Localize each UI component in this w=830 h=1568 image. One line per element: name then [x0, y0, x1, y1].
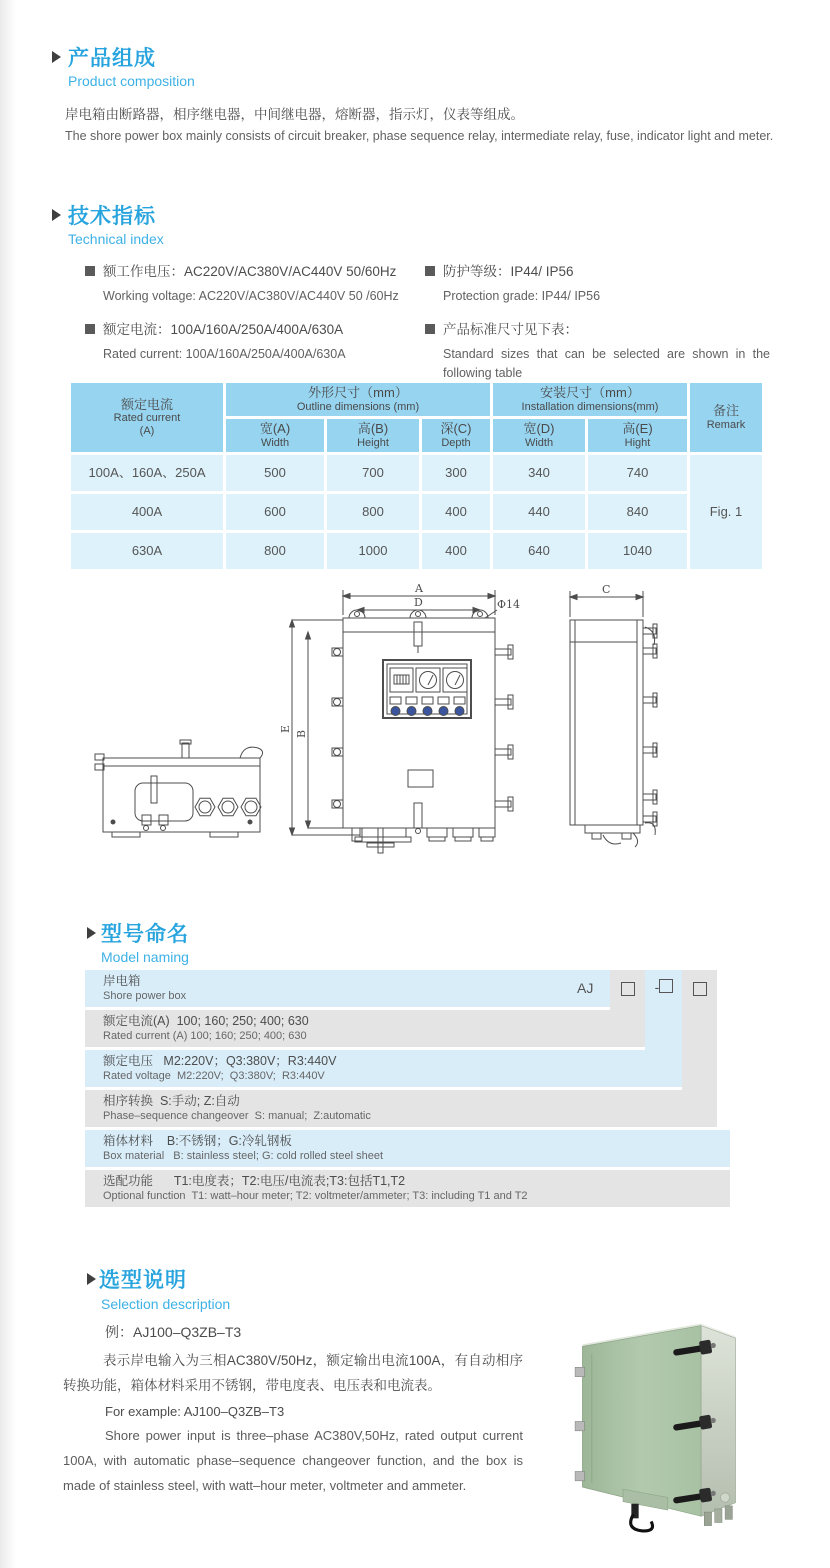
- section-title: 型号命名: [101, 923, 189, 946]
- bullet-square-icon: [85, 266, 95, 276]
- cell-current: 100A、160A、250A: [71, 455, 223, 491]
- meter-panel: [383, 660, 471, 718]
- spec-text-zh: 产品标准尺寸见下表：: [443, 322, 578, 337]
- naming-row-rated-current: [85, 1010, 645, 1047]
- row-label-en: Rated voltage M2:220V; Q3:380V; R3:440V: [103, 1070, 325, 1082]
- code-box-icon: [693, 982, 707, 996]
- cell-value: 400: [422, 533, 490, 569]
- selection-text: [63, 1322, 523, 1498]
- row-label-en: Optional function T1: watt–hour meter; T2: voltmeter/ammeter; T3: including T1 and T2: [103, 1190, 528, 1202]
- sub-header-width-d: 宽(D) Width: [493, 419, 585, 452]
- cell-current: 630A: [71, 533, 223, 569]
- header-unit: (A): [139, 425, 155, 438]
- code-box-icon: [621, 982, 635, 996]
- cell-value: 700: [327, 455, 419, 491]
- technical-drawings: [0, 575, 830, 880]
- header-zh: 安装尺寸（mm）: [540, 385, 640, 401]
- spec-text-en: Standard sizes that can be selected are shown in the following table: [443, 347, 770, 380]
- spec-text-en: Protection grade: IP44/ IP56: [443, 289, 601, 303]
- section-arrow-icon: [87, 927, 96, 939]
- col-header-rated-current: [71, 383, 223, 452]
- naming-row-shore-power-box: [85, 970, 610, 1007]
- selection-example-zh: 例：AJ100–Q3ZB–T3: [105, 1324, 242, 1340]
- cell-value: 600: [226, 494, 324, 530]
- bullet-square-icon: [85, 324, 95, 334]
- shore-power-box-photo: [575, 1324, 735, 1531]
- row-label-zh: 相序转换 S:手动; Z:自动: [103, 1094, 240, 1108]
- cell-value: 440: [493, 494, 585, 530]
- product-photo: [550, 1310, 770, 1560]
- cell-value: 1040: [588, 533, 687, 569]
- dim-label-d: D: [414, 596, 423, 609]
- section-selection-description: [63, 1264, 825, 1564]
- section-title: 技术指标: [68, 205, 156, 228]
- spec-text-zh: 额定电流：100A/160A/250A/400A/630A: [103, 322, 344, 337]
- section-subtitle: Technical index: [68, 231, 164, 247]
- row-label-en: Rated current (A) 100; 160; 250; 400; 630: [103, 1030, 307, 1042]
- code-box-2: [647, 979, 681, 995]
- table-row: [71, 455, 762, 491]
- sub-header-height-b: 高(B) Height: [327, 419, 419, 452]
- cell-value: 340: [493, 455, 585, 491]
- bullet-square-icon: [425, 324, 435, 334]
- section-subtitle: Model naming: [101, 949, 189, 965]
- naming-row-optional-function: [85, 1170, 730, 1207]
- code-box-icon: [659, 979, 673, 993]
- header-zh: 额定电流: [120, 396, 173, 412]
- cell-value: 400: [422, 494, 490, 530]
- section-subtitle: Product composition: [68, 73, 195, 89]
- cell-value: 1000: [327, 533, 419, 569]
- row-label-zh: 岸电箱: [103, 974, 141, 988]
- spec-item: [425, 260, 770, 306]
- row-label-zh: 额定电压 M2:220V；Q3:380V；R3:440V: [103, 1054, 337, 1068]
- header-zh: 外形尺寸（mm）: [308, 385, 408, 401]
- cell-current: 400A: [71, 494, 223, 530]
- section-technical-index: [50, 200, 810, 380]
- dim-label-c: C: [602, 583, 611, 596]
- section-arrow-icon: [52, 51, 61, 63]
- section-model-naming: [85, 918, 785, 1218]
- sub-header-width-a: 宽(A) Width: [226, 419, 324, 452]
- cell-value: 800: [226, 533, 324, 569]
- table-row: [71, 494, 762, 530]
- cell-remark: Fig. 1: [690, 455, 762, 569]
- cell-value: 300: [422, 455, 490, 491]
- dimension-table: [68, 380, 765, 572]
- spec-text-zh: 额工作电压：AC220V/AC380V/AC440V 50/60Hz: [103, 264, 397, 279]
- row-label-en: Box material B: stainless steel; G: cold rolled steel sheet: [103, 1150, 384, 1162]
- spec-item: [85, 260, 420, 306]
- model-code-prefix: AJ: [577, 980, 594, 996]
- header-en: Outline dimensions (mm): [296, 400, 420, 413]
- naming-row-phase-changeover: [85, 1090, 717, 1127]
- selection-body-zh: 表示岸电输入为三相AC380V/50Hz，额定输出电流100A，有自动相序转换功能，箱体材料采用不锈钢，带电度表、电压表和电流表。: [63, 1353, 523, 1393]
- drawing-front-view: [279, 582, 520, 853]
- spec-text-en: Rated current: 100A/160A/250A/400A/630A: [103, 347, 346, 361]
- code-box-3: [693, 982, 707, 1001]
- section-product-composition: [50, 42, 810, 172]
- spec-item: [425, 318, 770, 383]
- col-header-remark: [690, 383, 762, 452]
- composition-text-en: The shore power box mainly consists of circuit breaker, phase sequence relay, intermediate relay, fuse, indicator light and meter.: [65, 129, 774, 143]
- spec-text-en: Working voltage: AC220V/AC380V/AC440V 50 /60Hz: [103, 289, 399, 303]
- code-box-1: [621, 982, 635, 1001]
- row-label-zh: 选配功能 T1:电度表；T2:电压/电流表;T3:包括T1,T2: [103, 1174, 406, 1188]
- dim-label-b: B: [295, 729, 308, 738]
- composition-text-zh: 岸电箱由断路器，相序继电器，中间继电器，熔断器，指示灯，仪表等组成。: [65, 107, 524, 122]
- header-zh: 备注: [712, 403, 739, 419]
- bullet-square-icon: [425, 266, 435, 276]
- cell-value: 840: [588, 494, 687, 530]
- spec-column-left: [85, 260, 420, 376]
- section-arrow-icon: [52, 209, 61, 221]
- sub-header-depth-c: 深(C) Depth: [422, 419, 490, 452]
- sub-header-height-e: 高(E) Hight: [588, 419, 687, 452]
- row-label-en: Phase–sequence changeover S: manual; Z:automatic: [103, 1110, 371, 1122]
- cell-value: 740: [588, 455, 687, 491]
- section-arrow-icon: [87, 1273, 96, 1285]
- header-en: Installation dimensions(mm): [521, 400, 659, 413]
- naming-row-rated-voltage: [85, 1050, 682, 1087]
- header-en: Remark: [706, 418, 746, 431]
- cell-value: 500: [226, 455, 324, 491]
- section-subtitle: Selection description: [101, 1296, 231, 1312]
- selection-example-en: For example: AJ100–Q3ZB–T3: [105, 1404, 285, 1419]
- spec-column-right: [425, 260, 770, 395]
- dim-label-a: A: [415, 582, 423, 595]
- hole-diameter-label: Φ14: [497, 598, 521, 611]
- group-header-installation: [493, 383, 687, 416]
- row-label-zh: 额定电流(A) 100; 160; 250; 400; 630: [103, 1014, 309, 1028]
- code-dash: -: [654, 979, 660, 995]
- cell-value: 800: [327, 494, 419, 530]
- naming-row-box-material: [85, 1130, 730, 1167]
- model-naming-diagram: [85, 970, 745, 1210]
- table-row: [71, 533, 762, 569]
- group-header-outline: [226, 383, 490, 416]
- drawing-side-view: [570, 583, 657, 847]
- cell-value: 640: [493, 533, 585, 569]
- section-title: 产品组成: [68, 47, 156, 70]
- drawing-bottom-view: [95, 740, 263, 837]
- dim-label-e: E: [279, 724, 292, 733]
- spec-item: [85, 318, 420, 364]
- section-title: 选型说明: [99, 1269, 187, 1292]
- row-label-en: Shore power box: [103, 990, 187, 1002]
- spec-text-zh: 防护等级：IP44/ IP56: [443, 264, 574, 279]
- row-label-zh: 箱体材料 B:不锈钢；G:冷轧钢板: [103, 1134, 292, 1148]
- selection-body-en: Shore power input is three–phase AC380V,50Hz, rated output current 100A, with automatic phase–sequence changeover function, and the box is made of stainless steel, with watt–hour meter, voltmeter and ammeter.: [63, 1428, 523, 1493]
- header-en: Rated current: [113, 412, 181, 425]
